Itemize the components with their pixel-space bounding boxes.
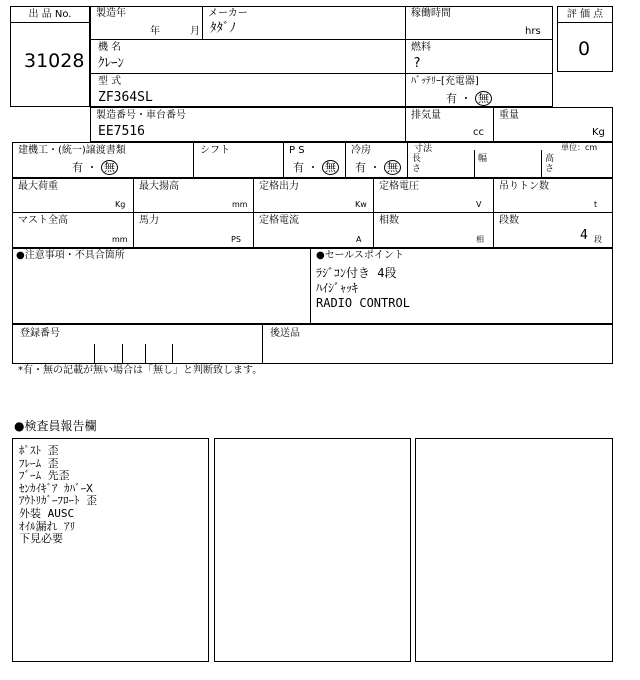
ps-label: P S — [289, 145, 305, 156]
divider — [202, 6, 203, 39]
height-sub: さ — [545, 164, 555, 174]
weight-label: 重量 — [499, 110, 519, 121]
divider — [345, 142, 346, 178]
ps-options — [293, 160, 339, 175]
post-label: 後送品 — [270, 328, 300, 339]
battery-no: 無 — [475, 91, 492, 106]
sales-line1: ﾗｼﾞｺﾝ付き 4段 — [316, 266, 397, 280]
max-load-label: 最大荷重 — [18, 181, 58, 192]
year-label: 製造年 — [96, 8, 126, 19]
year-unit: 年 — [150, 26, 160, 37]
unit-note: 単位：cm — [561, 143, 598, 152]
length-label: 長 — [412, 154, 422, 164]
rated-current-unit: A — [356, 235, 362, 244]
divider — [405, 6, 406, 107]
divider — [474, 150, 475, 178]
serial-value: EE7516 — [98, 124, 145, 139]
divider — [145, 344, 146, 364]
model-label: 型 式 — [98, 76, 122, 87]
phase-unit: 相 — [476, 235, 484, 244]
lot-no-label — [10, 6, 90, 23]
divider — [253, 178, 254, 248]
ac-label: 冷房 — [351, 145, 371, 156]
divider — [407, 142, 408, 178]
divider — [193, 142, 194, 178]
inspector-title: ●検査員報告欄 — [14, 419, 97, 433]
divider — [283, 142, 284, 178]
length-sub: さ — [412, 164, 422, 174]
transfer-label: 建機工・(統一)譲渡書類 — [18, 145, 126, 156]
rated-output-label: 定格出力 — [259, 181, 299, 192]
battery-label: ﾊﾞｯﾃﾘｰ[充電器] — [411, 76, 479, 87]
displacement-label: 排気量 — [411, 110, 441, 121]
sales-line3: RADIO CONTROL — [316, 296, 410, 310]
ps-dot: ・ — [307, 161, 319, 174]
sales-line2: ﾊｲｼﾞｬｯｷ — [316, 281, 359, 295]
stages-unit: 段 — [594, 235, 602, 244]
ac-yes: 有 — [355, 161, 366, 174]
sales-label: ●セールスポイント — [316, 250, 404, 261]
divider — [541, 150, 542, 178]
model-value: ZF364SL — [98, 90, 153, 105]
rated-current-label: 定格電流 — [259, 215, 299, 226]
machine-name-label: 機 名 — [98, 42, 122, 53]
divider — [310, 248, 311, 324]
divider — [90, 73, 553, 74]
transfer-yes: 有 — [72, 161, 83, 174]
serial-label: 製造番号・車台番号 — [96, 110, 186, 121]
transfer-dot: ・ — [86, 161, 98, 174]
month-unit: 月 — [190, 26, 200, 37]
fuel-value: ? — [413, 56, 421, 71]
score-value: 0 — [578, 38, 591, 60]
transfer-no: 無 — [101, 160, 118, 175]
transfer-options — [72, 160, 118, 175]
rated-output-unit: Kw — [355, 200, 367, 209]
ac-no: 無 — [384, 160, 401, 175]
divider — [90, 39, 553, 40]
max-load-unit: Kg — [115, 200, 126, 209]
ps-no: 無 — [322, 160, 339, 175]
lift-ton-unit: t — [594, 200, 598, 209]
registration-box — [12, 324, 613, 364]
battery-dot: ・ — [460, 92, 472, 105]
dims-label: 寸法 — [414, 144, 433, 154]
divider — [373, 178, 374, 248]
divider — [12, 212, 613, 213]
lift-ton-label: 吊りトン数 — [499, 181, 549, 192]
ac-dot: ・ — [369, 161, 381, 174]
stages-label: 段数 — [499, 215, 519, 226]
displacement-unit: cc — [473, 127, 484, 138]
weight-unit: Kg — [592, 127, 605, 138]
fuel-label: 燃料 — [411, 42, 431, 53]
battery-yes: 有 — [446, 92, 457, 105]
footnote: *有・無の記載が無い場合は「無し」と判断致します。 — [18, 365, 263, 376]
report-box-2 — [214, 438, 411, 662]
score-label-text: 評 価 点 — [566, 9, 604, 20]
divider — [262, 324, 263, 364]
width-label: 幅 — [478, 154, 488, 164]
divider — [94, 344, 95, 364]
hp-unit: PS — [231, 235, 241, 244]
divider — [493, 178, 494, 248]
registration-label: 登録番号 — [20, 328, 60, 339]
rated-voltage-unit: V — [476, 200, 482, 209]
max-lift-label: 最大揚高 — [139, 181, 179, 192]
height-label: 高 — [545, 154, 555, 164]
divider — [405, 107, 406, 142]
maker-value: ﾀﾀﾞﾉ — [210, 21, 236, 36]
ps-yes: 有 — [293, 161, 304, 174]
caution-label: ●注意事項・不具合箇所 — [16, 250, 125, 261]
lot-no-value: 31028 — [24, 50, 85, 72]
report-box-3 — [415, 438, 613, 662]
hours-unit: hrs — [525, 26, 541, 37]
stages-value: 4 — [580, 228, 588, 243]
report-text: ﾎﾟｽﾄ 歪 ﾌﾚｰﾑ 歪 ﾌﾞｰﾑ 先歪 ｾﾝｶｲｷﾞｱ ｶﾊﾞｰX ｱｳﾄﾘｶﾞｰﾌﾛｰﾄ 歪 外装 AUSC ｵｲﾙ漏れ ｱﾘ 下見必要 — [19, 444, 98, 546]
maker-label: メーカー — [208, 8, 248, 19]
battery-options — [446, 91, 492, 106]
hours-label: 稼働時間 — [411, 8, 451, 19]
max-lift-unit: mm — [232, 200, 248, 209]
lot-no-label-text: 出 品 No. — [28, 9, 72, 20]
score-label — [557, 6, 613, 23]
machine-name-value: ｸﾚｰﾝ — [98, 56, 124, 71]
divider — [172, 344, 173, 364]
hp-label: 馬力 — [139, 215, 159, 226]
divider — [133, 178, 134, 248]
divider — [122, 344, 123, 364]
rated-voltage-label: 定格電圧 — [379, 181, 419, 192]
phase-label: 相数 — [379, 215, 399, 226]
shift-label: シフト — [200, 145, 230, 156]
ac-options — [355, 160, 401, 175]
mast-unit: mm — [112, 235, 128, 244]
mast-label: マスト全高 — [18, 215, 68, 226]
divider — [493, 107, 494, 142]
